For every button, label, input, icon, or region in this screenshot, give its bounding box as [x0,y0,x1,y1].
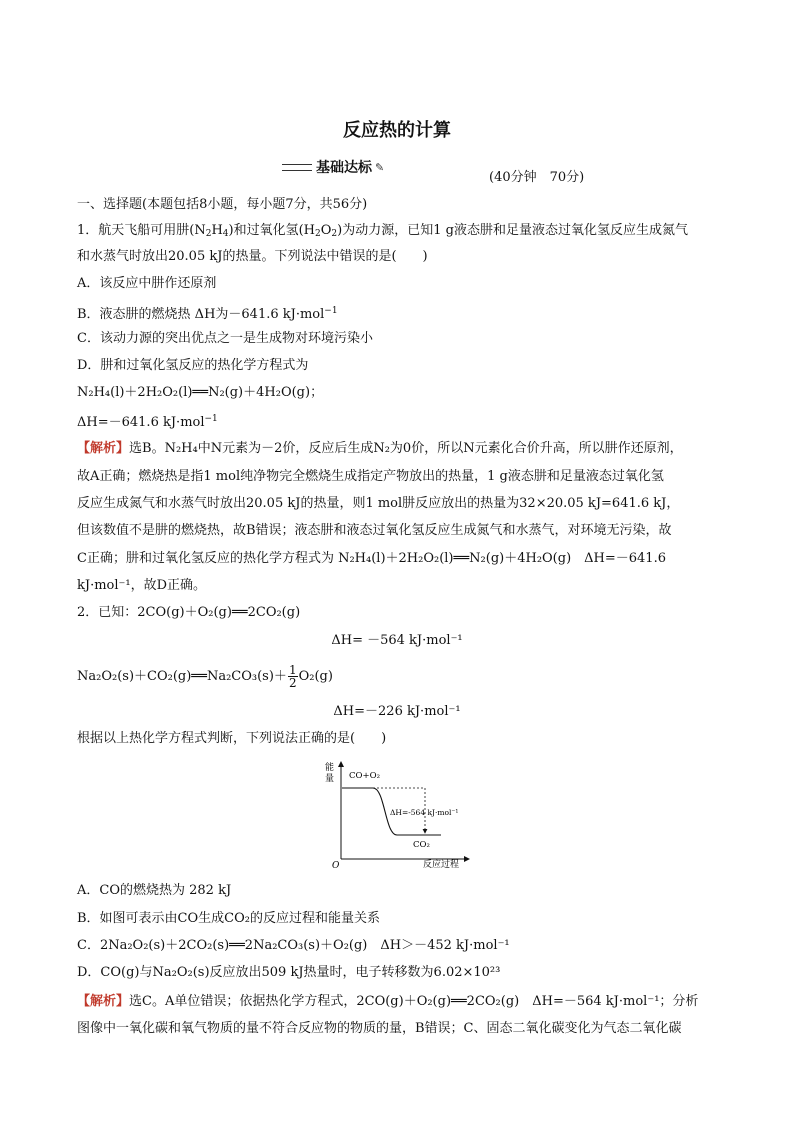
q1-analysis-line-3: 反应生成氮气和水蒸气时放出20.05 kJ的热量，则1 mol肼反应放出的热量为32×20.05 kJ=641.6 kJ， [77,496,680,511]
q2-analysis-text-1: 选C。A单位错误；依据热化学方程式，2CO(g)＋O₂(g)══2CO₂(g) ΔH=－564 kJ·mol⁻¹；分析 [129,994,699,1009]
q1-analysis-line-6: kJ·mol⁻¹，故D正确。 [77,578,207,593]
q1-stem-1b: H [211,223,223,238]
q1-analysis-line-4: 但该数值不是肼的燃烧热，故B错误；液态肼和液态过氧化氢反应生成氮气和水蒸气，对环境无污染，故 [77,523,672,538]
q1-stem-1a: 1．航天飞船可用肼(N [77,223,206,238]
q2-eq2-right: O₂(g) [298,669,333,684]
q1-stem-line-2: 和水蒸气时放出20.05 kJ的热量。下列说法中错误的是( ) [77,249,428,264]
section-heading: 一、选择题(本题包括8小题，每小题7分，共56分) [77,197,368,212]
q1-option-b: B．液态肼的燃烧热 ΔH为－641.6 kJ·mol$^{-1}$ [77,306,338,322]
banner-rule [282,164,312,171]
fraction-numerator: 1 [288,663,297,677]
pencil-icon: ✎ [375,160,385,174]
q1-option-a: A．该反应中肼作还原剂 [77,276,217,291]
q1-stem-1d: O [320,223,332,238]
q2-analysis-line-2: 图像中一氧化碳和氧气物质的量不符合反应物的物质的量，B错误；C、固态二氧化碳变化为气态二氧化碳 [77,1021,682,1036]
q1-enthalpy-text: ΔH=－641.6 kJ·mol [77,415,205,430]
q2-stem: 2．已知：2CO(g)＋O₂(g)══2CO₂(g) [77,605,301,620]
q1-option-b-text: B．液态肼的燃烧热 ΔH为－641.6 kJ·mol [77,307,325,322]
q1-option-c: C．该动力源的突出优点之一是生成物对环境污染小 [77,331,373,346]
analysis-tag: 【解析】 [77,441,130,456]
q2-option-d: D．CO(g)与Na₂O₂(s)反应放出509 kJ热量时，电子转移数为6.02×10²³ [77,965,501,980]
q1-analysis-line-2: 故A正确；燃烧热是指1 mol纯净物完全燃烧生成指定产物放出的热量，1 g液态肼和足量液态过氧化氢 [77,469,664,484]
time-note: (40分钟 70分) [489,170,585,185]
product-label: CO₂ [413,840,430,850]
q2-analysis-line-1 [77,993,698,1011]
analysis-tag: 【解析】 [77,994,130,1009]
origin-label: O [332,861,340,868]
q2-equation-2 [77,664,333,689]
q1-analysis-line-1 [77,440,683,458]
enthalpy-label: ΔH=-564 kJ·mol⁻¹ [390,808,459,817]
q1-stem-1c: )和过氧化氢(H [228,223,316,238]
banner-label: 基础达标 [316,160,372,176]
section-banner [282,157,384,177]
q2-enthalpy-2: ΔH=－226 kJ·mol⁻¹ [333,704,461,719]
q1-enthalpy: ΔH=－641.6 kJ·mol$^{-1}$ [77,414,218,430]
y-axis-label-1: 能 [325,763,335,773]
q2-option-a: A．CO的燃烧热为 282 kJ [77,883,232,898]
q2-option-b: B．如图可表示由CO生成CO₂的反应过程和能量关系 [77,911,380,926]
q1-analysis-line-5: C正确；肼和过氧化氢反应的热化学方程式为 N₂H₄(l)＋2H₂O₂(l)══N₂(g)＋4H₂O(g) ΔH=－641.6 [77,551,666,566]
q1-option-d: D．肼和过氧化氢反应的热化学方程式为 [77,358,309,373]
q1-equation: N₂H₄(l)＋2H₂O₂(l)══N₂(g)＋4H₂O(g)； [77,385,324,400]
q1-stem-1e: )为动力源，已知1 g液态肼和足量液态过氧化氢反应生成氮气 [337,223,688,238]
q2-question: 根据以上热化学方程式判断，下列说法正确的是( ) [77,731,387,746]
fraction-denominator: 2 [288,676,297,690]
q2-enthalpy-1: ΔH= －564 kJ·mol⁻¹ [331,633,463,648]
reactant-label: CO+O₂ [349,771,380,781]
one-half-fraction [288,664,298,689]
page-title: 反应热的计算 [343,120,451,141]
q1-analysis-text-1: 选B。N₂H₄中N元素为－2价，反应后生成N₂为0价，所以N元素化合价升高，所以肼作还原剂， [129,441,683,456]
q2-eq2-left: Na₂O₂(s)＋CO₂(g)══Na₂CO₃(s)＋ [77,669,287,684]
y-axis-label-2: 量 [325,774,335,784]
energy-diagram [325,756,475,868]
x-axis-label: 反应过程 [423,860,460,868]
q1-stem-line-1: 1．航天飞船可用肼$(N_2H_4)$和过氧化氢$(H_2O_2)$为动力源，已知1 g液态肼和足量液态过氧化氢反应生成氮气 [77,223,688,239]
q2-option-c: C．2Na₂O₂(s)＋2CO₂(s)══2Na₂CO₃(s)＋O₂(g) ΔH＞－452 kJ·mol⁻¹ [77,938,510,953]
